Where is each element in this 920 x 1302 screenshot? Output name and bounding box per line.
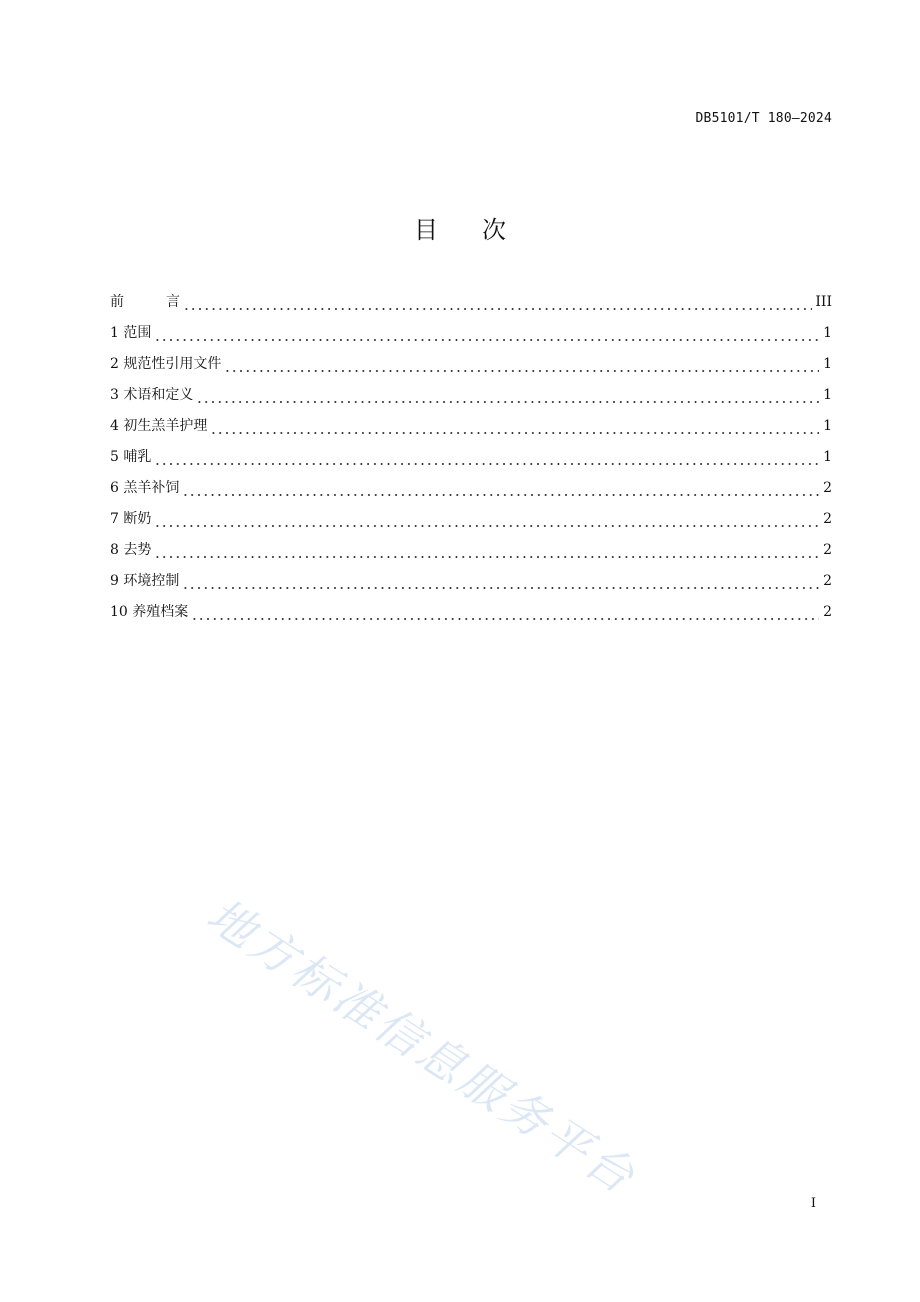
toc-page-number: 1	[823, 387, 832, 403]
dot-leader	[154, 540, 819, 560]
dot-leader	[154, 509, 819, 529]
toc-entry-label: 去势	[123, 542, 152, 558]
toc-entry-label: 养殖档案	[132, 604, 189, 620]
toc-page-number: 1	[823, 325, 832, 341]
toc-entry-number: 10	[110, 604, 128, 620]
toc-page-number: 2	[823, 573, 832, 589]
standard-code: DB5101/T 180—2024	[695, 111, 832, 126]
toc-page-number: 2	[823, 542, 832, 558]
dot-leader	[183, 292, 812, 312]
toc-entry-breeding-records[interactable]	[110, 591, 832, 622]
toc-entry-terms-definitions[interactable]	[110, 374, 832, 405]
toc-entry-number: 9	[110, 573, 119, 589]
toc-entry-environment-control[interactable]	[110, 560, 832, 591]
toc-entry-scope[interactable]	[110, 312, 832, 343]
title-char-2: 次	[482, 216, 506, 245]
toc-entry-label: 断奶	[123, 511, 152, 527]
toc-entry-label	[110, 292, 180, 312]
toc-entry-newborn-care[interactable]	[110, 405, 832, 436]
toc-entry-nursing[interactable]	[110, 436, 832, 467]
watermark: 地方标准信息服务平台	[197, 887, 647, 1206]
page-title	[0, 210, 920, 245]
toc-entry-number: 7	[110, 511, 119, 527]
toc-entry-label: 羔羊补饲	[123, 480, 180, 496]
foreword-char-2: 言	[166, 294, 180, 310]
dot-leader	[154, 323, 819, 343]
toc-entry-number: 2	[110, 356, 119, 372]
toc-entry-label: 范围	[123, 325, 152, 341]
toc-entry-label: 环境控制	[123, 573, 180, 589]
title-char-1: 目	[414, 216, 438, 245]
dot-leader	[210, 416, 819, 436]
toc-entry-supplementary-feeding[interactable]	[110, 467, 832, 498]
dot-leader	[224, 354, 819, 374]
toc-entry-number: 8	[110, 542, 119, 558]
toc-page-number: 2	[823, 604, 832, 620]
foreword-char-1: 前	[110, 294, 124, 310]
page-number: I	[810, 1196, 816, 1211]
toc-page-number: 1	[823, 418, 832, 434]
toc-entry-label: 术语和定义	[123, 387, 194, 403]
table-of-contents	[110, 281, 832, 622]
dot-leader	[182, 478, 819, 498]
toc-entry-number: 6	[110, 480, 119, 496]
toc-entry-number: 1	[110, 325, 119, 341]
toc-page-number: 2	[823, 511, 832, 527]
toc-entry-label: 规范性引用文件	[123, 356, 222, 372]
toc-entry-number: 5	[110, 449, 119, 465]
toc-entry-label: 哺乳	[123, 449, 152, 465]
toc-page-number: III	[815, 294, 832, 310]
dot-leader	[182, 571, 819, 591]
toc-entry-weaning[interactable]	[110, 498, 832, 529]
toc-page-number: 1	[823, 356, 832, 372]
toc-page-number: 2	[823, 480, 832, 496]
toc-entry-label: 初生羔羊护理	[123, 418, 208, 434]
toc-page-number: 1	[823, 449, 832, 465]
dot-leader	[154, 447, 819, 467]
toc-entry-castration[interactable]	[110, 529, 832, 560]
dot-leader	[191, 602, 819, 622]
toc-entry-number: 4	[110, 418, 119, 434]
dot-leader	[196, 385, 819, 405]
toc-entry-number: 3	[110, 387, 119, 403]
toc-entry-normative-references[interactable]	[110, 343, 832, 374]
toc-entry-foreword[interactable]	[110, 281, 832, 312]
